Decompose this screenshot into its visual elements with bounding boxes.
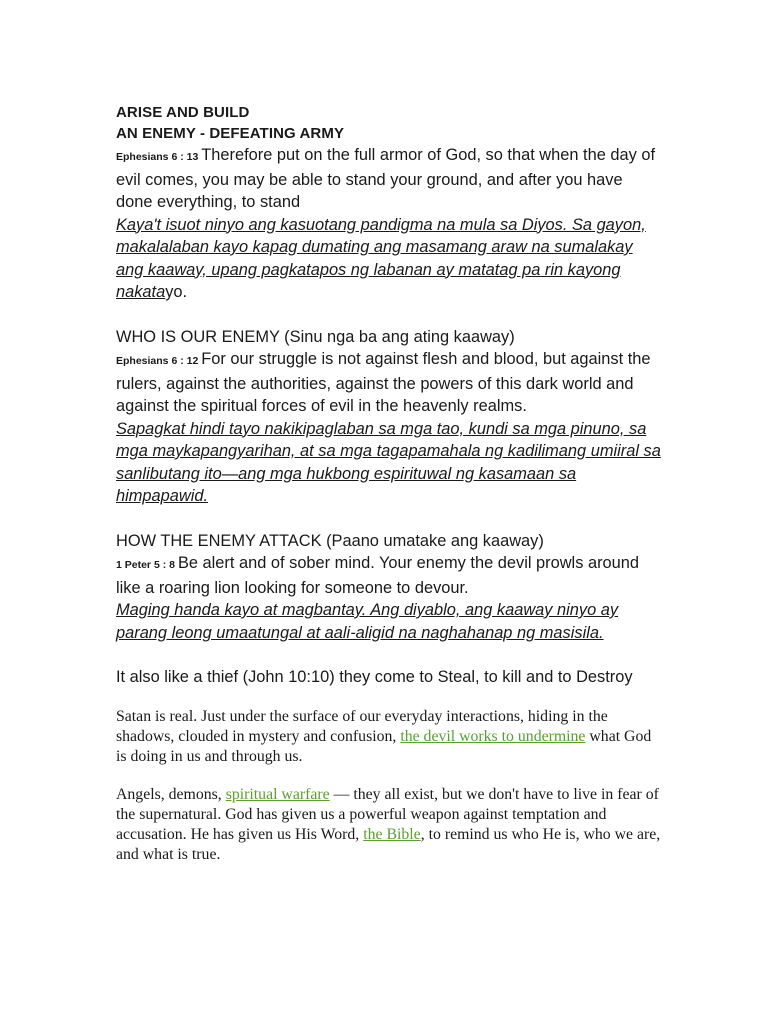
angels-paragraph-text-b: — they all exist, but we don't have to live in fear of the supernatural. God has given us a powerful weapon against temptation and accusation. He has given us His Word,	[116, 785, 659, 843]
section3-verse	[116, 552, 661, 599]
devil-works-link[interactable]: the devil works to undermine	[400, 727, 586, 745]
spacer	[116, 508, 661, 530]
spacer	[116, 767, 661, 785]
section1-tagalog	[116, 214, 661, 304]
spacer	[116, 644, 661, 666]
satan-paragraph-text-b: what God is doing in us and through us.	[116, 727, 652, 765]
section3-english: Be alert and of sober mind. Your enemy the devil prowls around like a roaring lion looking for someone to devour.	[116, 554, 639, 597]
section1-reference: Ephesians 6 : 13	[116, 151, 199, 163]
section2-heading: WHO IS OUR ENEMY (Sinu nga ba ang ating kaaway)	[116, 327, 515, 346]
section1-verse	[116, 144, 661, 214]
section2-tagalog-text: Sapagkat hindi tayo nakikipaglaban sa mga tao, kundi sa mga pinuno, sa mga maykapangyarihan, at sa mga tagapamahala ng kadilimang umiiral sa sanlibutang ito—ang mga hukbong espirituwal ng kasamaan sa himpapawid.	[116, 419, 661, 505]
document-content	[116, 102, 661, 865]
section3-tagalog	[116, 599, 661, 644]
satan-paragraph-text-a: Satan is real. Just under the surface of our everyday interactions, hiding in the shadows, clouded in mystery and confusion,	[116, 707, 608, 745]
title-line-2: AN ENEMY - DEFEATING ARMY	[116, 125, 345, 142]
spiritual-warfare-link[interactable]: spiritual warfare	[225, 785, 330, 803]
section1-english: Therefore put on the full armor of God, so that when the day of evil comes, you may be able to stand your ground, and after you have done everything, to stand	[116, 146, 656, 211]
title-line-1: ARISE AND BUILD	[116, 104, 250, 121]
spacer	[116, 304, 661, 326]
section2-english: For our struggle is not against flesh and blood, but against the rulers, against the authorities, against the powers of this dark world and against the spiritual forces of evil in the heavenly realms.	[116, 350, 651, 415]
section1-tagalog-underlined: Kaya't isuot ninyo ang kasuotang pandigma na mula sa Diyos. Sa gayon, makalalaban kayo kapag dumating ang masamang araw na sumalakay ang kaaway, upang pagkatapos ng labanan ay matatag pa rin kayong nakata	[116, 215, 646, 301]
thief-paragraph: It also like a thief (John 10:10) they come to Steal, to kill and to Destroy	[116, 668, 633, 686]
satan-paragraph	[116, 707, 661, 767]
section1-tagalog-tail: yo.	[165, 283, 188, 301]
section2-reference: Ephesians 6 : 12	[116, 355, 199, 367]
spacer	[116, 689, 661, 707]
the-bible-link[interactable]: the Bible	[363, 825, 421, 843]
angels-paragraph-text-c: , to remind us who He is, who we are, and what is true.	[116, 825, 661, 863]
angels-paragraph-text-a: Angels, demons,	[116, 785, 226, 803]
section3-heading: HOW THE ENEMY ATTACK (Paano umatake ang kaaway)	[116, 531, 544, 550]
section2-tagalog	[116, 418, 661, 508]
section3-tagalog-text: Maging handa kayo at magbantay. Ang diyablo, ang kaaway ninyo ay parang leong umaatungal at aali-aligid na naghahanap ng masisila.	[116, 601, 619, 642]
section2-verse	[116, 348, 661, 418]
section3-reference: 1 Peter 5 : 8	[116, 559, 175, 571]
angels-paragraph	[116, 785, 661, 865]
